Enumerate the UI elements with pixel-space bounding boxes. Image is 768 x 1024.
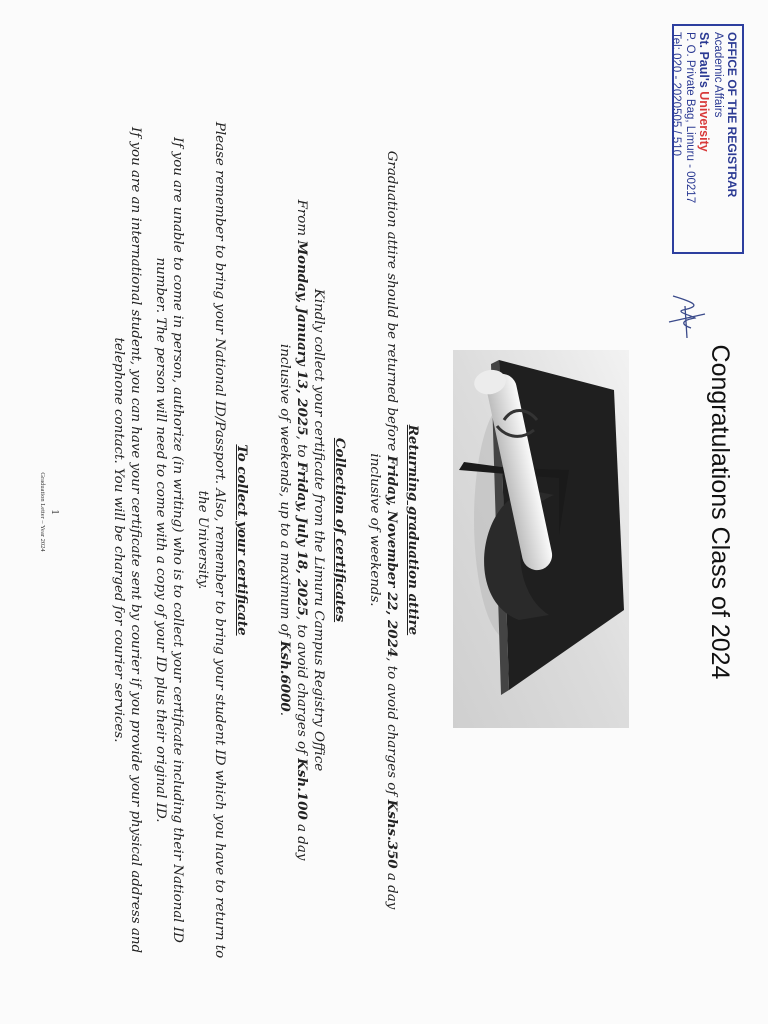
collection-max: Ksh.6000 xyxy=(277,640,293,712)
collection-line1: Kindly collect your certificate from the Limuru Campus Registry Office xyxy=(311,288,326,772)
collection-heading: Collection of certificates xyxy=(332,437,348,623)
collect-heading: To collect your certificate xyxy=(234,444,250,636)
page-footer xyxy=(39,0,61,1024)
footer-note: Graduation Letter – Year 2024 xyxy=(39,472,46,552)
collection-text: From Monday, January 13, 2025, to Friday, July 18, 2025, to avoid charges of Ksh.100 a day inclusive of weekends, up to a maximum of Ksh.6000. xyxy=(277,199,310,861)
collect-paragraph-1: Please remember to bring your National ID/Passport. Also, remember to bring your student ID which you have to return to the University. xyxy=(195,121,227,959)
attire-deadline: Friday, November 22, 2024 xyxy=(384,455,400,658)
collection-section xyxy=(276,170,348,890)
stamp-line-phone: Tel: 020 - 2020505 / 510 xyxy=(670,32,682,157)
stamp-line-dept: Academic Affairs xyxy=(712,32,724,118)
collection-start-date: Monday, January 13, 2025 xyxy=(294,240,310,436)
registrar-stamp xyxy=(672,24,744,254)
cap-and-diploma-icon xyxy=(453,350,629,728)
stamp-line-office: OFFICE OF THE REGISTRAR xyxy=(725,32,739,198)
stamp-line-university: St. Paul's University xyxy=(697,32,711,152)
attire-section xyxy=(366,150,421,910)
graduation-cap-photo xyxy=(453,350,629,728)
collection-charge: Ksh.100 xyxy=(294,758,310,820)
collect-paragraph-3: If you are an international student, you can have your certificate sent by courier if you provide your physical address and telephone contact. You will be charged for courier services. xyxy=(111,126,143,954)
stamp-line-address: P. O. Private Bag, Limuru - 00217 xyxy=(684,32,696,204)
collection-end-date: Friday, July 18, 2025 xyxy=(294,461,310,616)
attire-text: Graduation attire should be returned before Friday, November 22, 2024, to avoid charges of Kshs.350 a day inclusive of weekends. xyxy=(367,150,400,910)
attire-heading: Returning graduation attire xyxy=(405,424,421,636)
collect-paragraph-2: If you are unable to come in person, authorize (in writing) who is to collect your certificate including their National ID number. The person will need to come with a copy of your ID plus their original ID. xyxy=(153,137,185,943)
collect-section xyxy=(110,120,250,960)
attire-charge: Kshs.350 xyxy=(384,799,400,869)
page-number: 1 xyxy=(49,509,61,515)
signature-icon xyxy=(663,288,713,348)
page-title: Congratulations Class of 2024 xyxy=(706,344,734,680)
